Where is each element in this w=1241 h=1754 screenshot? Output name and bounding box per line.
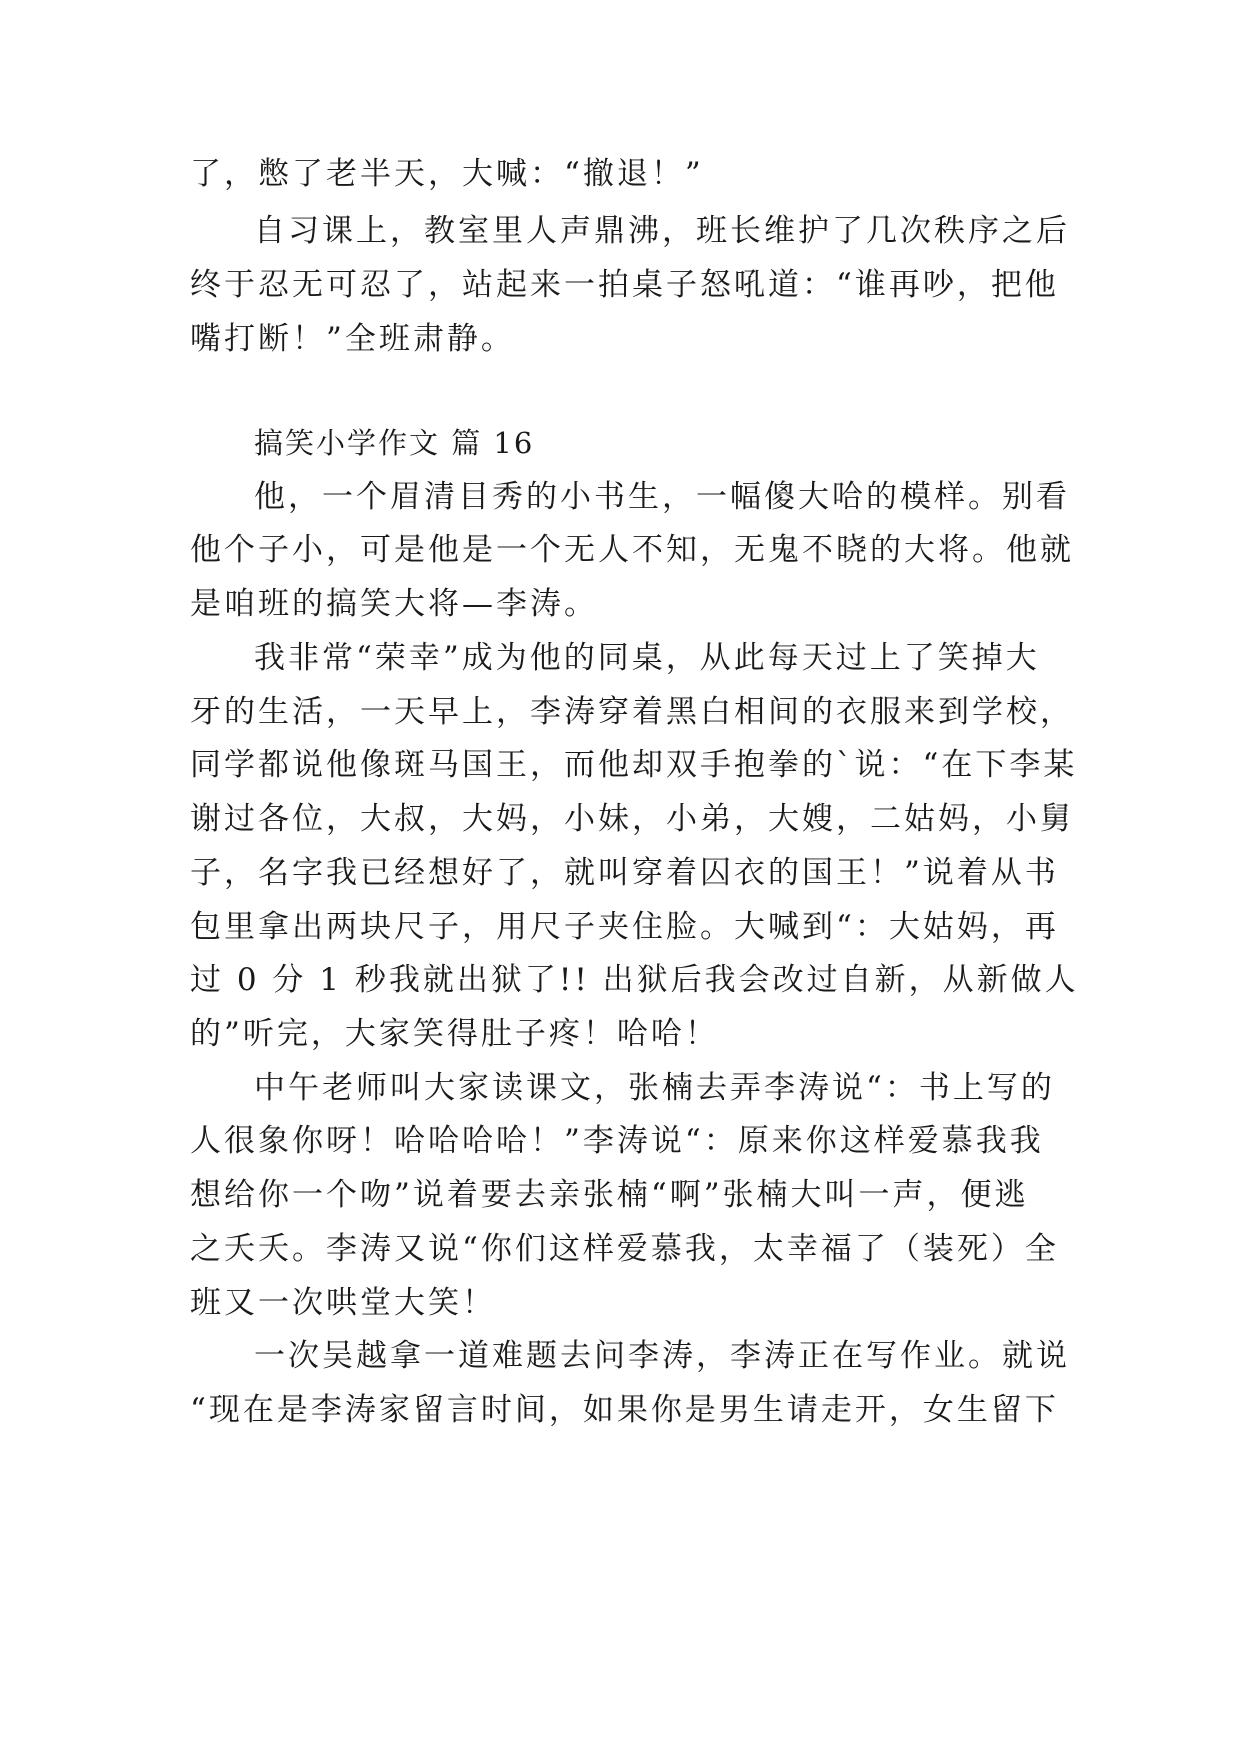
paragraph-line: 终于忍无可忍了，站起来一拍桌子怒吼道：“谁再吵，把他 [190, 267, 1059, 303]
paragraph-line: 的”听完，大家笑得肚子疼！哈哈！ [190, 1016, 719, 1052]
paragraph-line: 子，名字我已经想好了，就叫穿着囚衣的国王！”说着从书 [190, 855, 1059, 891]
paragraph-line: 中午老师叫大家读课文，张楠去弄李涛说“：书上写的 [254, 1070, 1055, 1106]
paragraph-line: 牙的生活，一天早上，李涛穿着黑白相间的衣服来到学校， [190, 694, 1074, 730]
paragraph-line: 包里拿出两块尺子，用尺子夹住脸。大喊到“：大姑妈，再 [190, 909, 1059, 945]
paragraph-line: 他，一个眉清目秀的小书生，一幅傻大哈的模样。别看 [254, 479, 1070, 515]
section-heading: 搞笑小学作文 篇 16 [254, 426, 535, 460]
paragraph-line: 我非常“荣幸”成为他的同桌，从此每天过上了笑掉大 [254, 640, 1040, 676]
paragraph-line: 他个子小，可是他是一个无人不知，无鬼不晓的大将。他就 [190, 532, 1074, 568]
paragraph-line: 想给你一个吻”说着要去亲张楠“啊”张楠大叫一声，便逃 [190, 1177, 1029, 1213]
paragraph-line: 之夭夭。李涛又说“你们这样爱慕我，太幸福了（装死）全 [190, 1231, 1059, 1267]
paragraph-line: 一次吴越拿一道难题去问李涛，李涛正在写作业。就说 [254, 1338, 1070, 1374]
paragraph-line: 过 0 分 1 秒我就出狱了!! 出狱后我会改过自新，从新做人 [190, 962, 1079, 998]
paragraph-line: 谢过各位，大叔，大妈，小妹，小弟，大嫂，二姑妈，小舅 [190, 801, 1074, 837]
paragraph-line: 班又一次哄堂大笑！ [190, 1285, 496, 1321]
paragraph-line: “现在是李涛家留言时间，如果你是男生请走开，女生留下 [190, 1392, 1059, 1428]
paragraph-line: 人很象你呀！哈哈哈哈！”李涛说“：原来你这样爱慕我我 [190, 1123, 1044, 1159]
paragraph-line: 嘴打断！”全班肃静。 [190, 321, 515, 357]
paragraph-line: 同学都说他像斑马国王，而他却双手抱拳的`说：“在下李某 [190, 747, 1078, 783]
paragraph-line: 自习课上，教室里人声鼎沸，班长维护了几次秩序之后 [254, 213, 1070, 249]
paragraph-line: 了，憋了老半天，大喊：“撤退！” [190, 156, 704, 192]
paragraph-line: 是咱班的搞笑大将—李涛。 [190, 586, 598, 622]
